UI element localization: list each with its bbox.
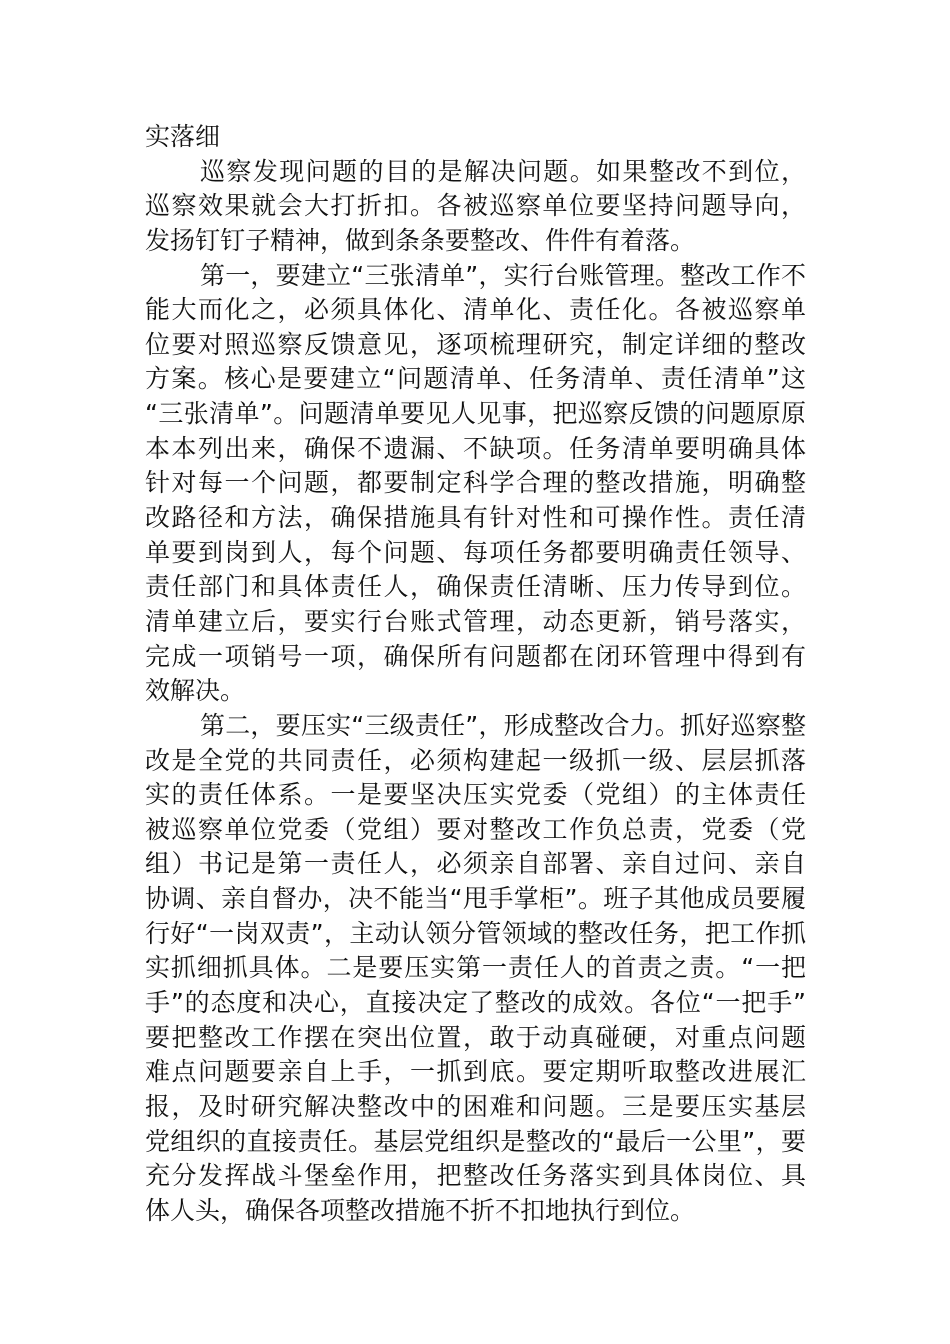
- text-line: 组）书记是第一责任人，必须亲自部署、亲自过问、亲自: [145, 849, 806, 879]
- text-line: 针对每一个问题，都要制定科学合理的整改措施，明确整: [145, 468, 806, 498]
- document-page: [145, 120, 806, 1229]
- text-line: 充分发挥战斗堡垒作用，把整改任务落实到具体岗位、具: [145, 1161, 806, 1191]
- text-line: 被巡察单位党委（党组）要对整改工作负总责，党委（党: [145, 814, 806, 844]
- text-line: 实抓细抓具体。二是要压实第一责任人的首责之责。“一把: [145, 953, 806, 983]
- text-line: 位要对照巡察反馈意见，逐项梳理研究，制定详细的整改: [145, 329, 806, 359]
- text-line: “三张清单”。问题清单要见人见事，把巡察反馈的问题原原: [145, 399, 806, 429]
- text-line: 巡察效果就会大打折扣。各被巡察单位要坚持问题导向，: [145, 191, 806, 221]
- text-line: 能大而化之，必须具体化、清单化、责任化。各被巡察单: [145, 295, 806, 325]
- text-line: 体人头，确保各项整改措施不折不扣地执行到位。: [145, 1195, 696, 1225]
- paragraph-intro: [145, 155, 806, 259]
- paragraph-second-point: [145, 709, 806, 1229]
- text-line: 难点问题要亲自上手，一抓到底。要定期听取整改进展汇: [145, 1057, 806, 1087]
- text-line: 第二，要压实“三级责任”，形成整改合力。抓好巡察整: [200, 710, 806, 740]
- text-line: 单要到岗到人，每个问题、每项任务都要明确责任领导、: [145, 537, 806, 567]
- text-line: 巡察发现问题的目的是解决问题。如果整改不到位，: [200, 156, 806, 186]
- text-line: 协调、亲自督办，决不能当“甩手掌柜”。班子其他成员要履: [145, 884, 806, 914]
- text-line: 方案。核心是要建立“问题清单、任务清单、责任清单”这: [145, 364, 806, 394]
- text-line: 效解决。: [145, 676, 246, 706]
- text-line: 清单建立后，要实行台账式管理，动态更新，销号落实，: [145, 606, 806, 636]
- text-line: 改是全党的共同责任，必须构建起一级抓一级、层层抓落: [145, 745, 806, 775]
- text-line: 实的责任体系。一是要坚决压实党委（党组）的主体责任: [145, 780, 806, 810]
- text-line: 发扬钉钉子精神，做到条条要整改、件件有着落。: [145, 225, 696, 255]
- text-line: 第一，要建立“三张清单”，实行台账管理。整改工作不: [200, 260, 806, 290]
- text-line: 本本列出来，确保不遗漏、不缺项。任务清单要明确具体: [145, 433, 806, 463]
- text-line: 报，及时研究解决整改中的困难和问题。三是要压实基层: [145, 1091, 806, 1121]
- text-line: 要把整改工作摆在突出位置，敢于动真碰硬，对重点问题: [145, 1022, 806, 1052]
- text-line: 实落细: [145, 122, 221, 151]
- text-line: 责任部门和具体责任人，确保责任清晰、压力传导到位。: [145, 572, 806, 602]
- text-line: 完成一项销号一项，确保所有问题都在闭环管理中得到有: [145, 641, 806, 671]
- text-line: 党组织的直接责任。基层党组织是整改的“最后一公里”，要: [145, 1126, 806, 1156]
- text-line: 改路径和方法，确保措施具有针对性和可操作性。责任清: [145, 503, 806, 533]
- text-line: 手”的态度和决心，直接决定了整改的成效。各位“一把手”: [145, 988, 806, 1018]
- paragraph-continuation: [145, 120, 806, 155]
- text-line: 行好“一岗双责”，主动认领分管领域的整改任务，把工作抓: [145, 918, 806, 948]
- paragraph-first-point: [145, 259, 806, 709]
